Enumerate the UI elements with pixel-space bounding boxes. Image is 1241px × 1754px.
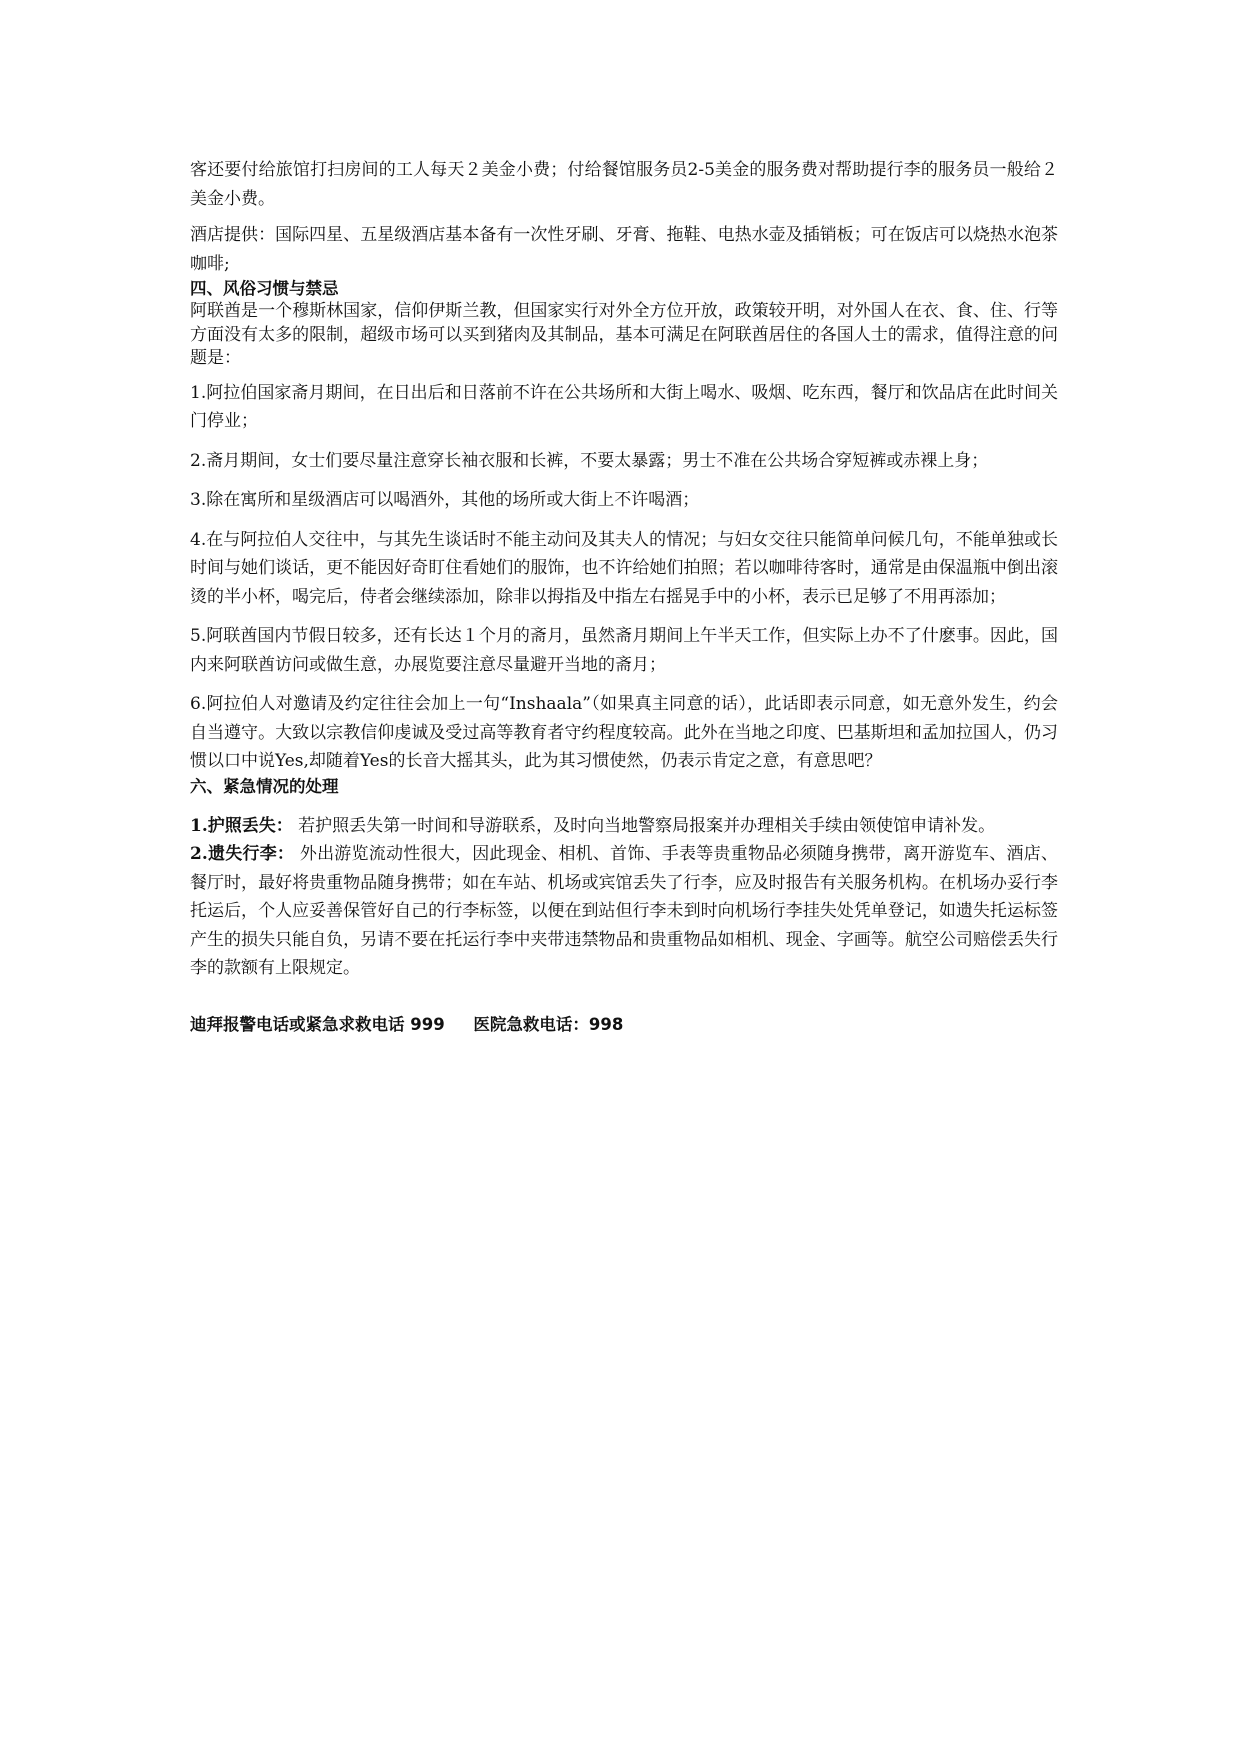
customs-item-1: 1.阿拉伯国家斋月期间，在日出后和日落前不许在公共场所和大街上喝水、吸烟、吃东西，餐厅和饮品店在此时间关门停业； <box>190 382 1058 431</box>
passport-lost-paragraph <box>190 812 1058 841</box>
customs-item-6: 6.阿拉伯人对邀请及约定往往会加上一句“Inshaala”（如果真主同意的话），此话即表示同意，如无意外发生，约会自当遵守。大致以宗教信仰虔诚及受过高等教育者守约程度较高。此外在当地之印度、巴基斯坦和孟加拉国人，仍习惯以口中说Yes,却随着Yes的长音大摇其头，此为其习惯使然，仍表示肯定之意，有意思吧？ <box>190 694 1058 771</box>
customs-item-4: 4.在与阿拉伯人交往中，与其先生谈话时不能主动问及其夫人的情况；与妇女交往只能简单问候几句，不能单独或长时间与她们谈话，更不能因好奇盯住看她们的服饰，也不许给她们拍照；若以咖啡待客时，通常是由保温瓶中倒出滚烫的半小杯，喝完后，侍者会继续添加，除非以拇指及中指左右摇晃手中的小杯，表示已足够了不用再添加； <box>190 529 1058 607</box>
emergency-phone-line <box>190 1013 1058 1037</box>
customs-item-2: 2.斋月期间，女士们要尽量注意穿长袖衣服和长裤，不要太暴露；男士不准在公共场合穿短裤或赤裸上身； <box>190 450 989 471</box>
document-body <box>190 156 1058 1037</box>
hospital-phone: 医院急救电话：998 <box>473 1014 624 1034</box>
passport-lost-text: 若护照丢失第一时间和导游联系，及时向当地警察局报案并办理相关手续由领使馆申请补发。 <box>298 815 996 836</box>
luggage-lost-paragraph <box>190 840 1058 983</box>
section-heading-customs: 四、风俗习惯与禁忌 <box>190 279 339 298</box>
customs-item-5: 5.阿联酋国内节假日较多，还有长达１个月的斋月，虽然斋月期间上午半天工作，但实际上办不了什麽事。因此，国内来阿联酋访问或做生意，办展览要注意尽量避开当地的斋月； <box>190 626 1058 675</box>
luggage-lost-text: 外出游览流动性很大，因此现金、相机、首饰、手表等贵重物品必须随身携带，离开游览车、酒店、餐厅时，最好将贵重物品随身携带；如在车站、机场或宾馆丢失了行李，应及时报告有关服务机构。在机场办妥行李托运后，个人应妥善保管好自己的行李标签，以便在到站但行李未到时向机场行李挂失处凭单登记，如遗失托运标签产生的损失只能自负，另请不要在托运行李中夹带违禁物品和贵重物品如相机、现金、字画等。航空公司赔偿丢失行李的款额有上限规定。 <box>190 844 1059 978</box>
section-heading-emergency: 六、紧急情况的处理 <box>190 776 339 796</box>
customs-intro-paragraph: 阿联酋是一个穆斯林国家，信仰伊斯兰教，但国家实行对外全方位开放，政策较开明，对外国人在衣、食、住、行等方面没有太多的限制，超级市场可以买到猪肉及其制品，基本可满足在阿联酋居住的各国人士的需求，值得注意的问题是： <box>190 301 1058 368</box>
passport-lost-label: 1.护照丢失： <box>190 815 293 836</box>
hotel-paragraph: 酒店提供：国际四星、五星级酒店基本备有一次性牙刷、牙膏、拖鞋、电热水壶及插销板；可在饭店可以烧热水泡茶咖啡; <box>190 225 1058 274</box>
luggage-lost-label: 2.遗失行李： <box>190 844 295 864</box>
police-phone: 迪拜报警电话或紧急求救电话 999 <box>190 1014 445 1034</box>
tips-paragraph: 客还要付给旅馆打扫房间的工人每天２美金小费；付给餐馆服务员2-5美金的服务费对帮助提行李的服务员一般给２美金小费。 <box>190 160 1058 209</box>
customs-item-3: 3.除在寓所和星级酒店可以喝酒外，其他的场所或大街上不许喝酒； <box>190 490 700 510</box>
